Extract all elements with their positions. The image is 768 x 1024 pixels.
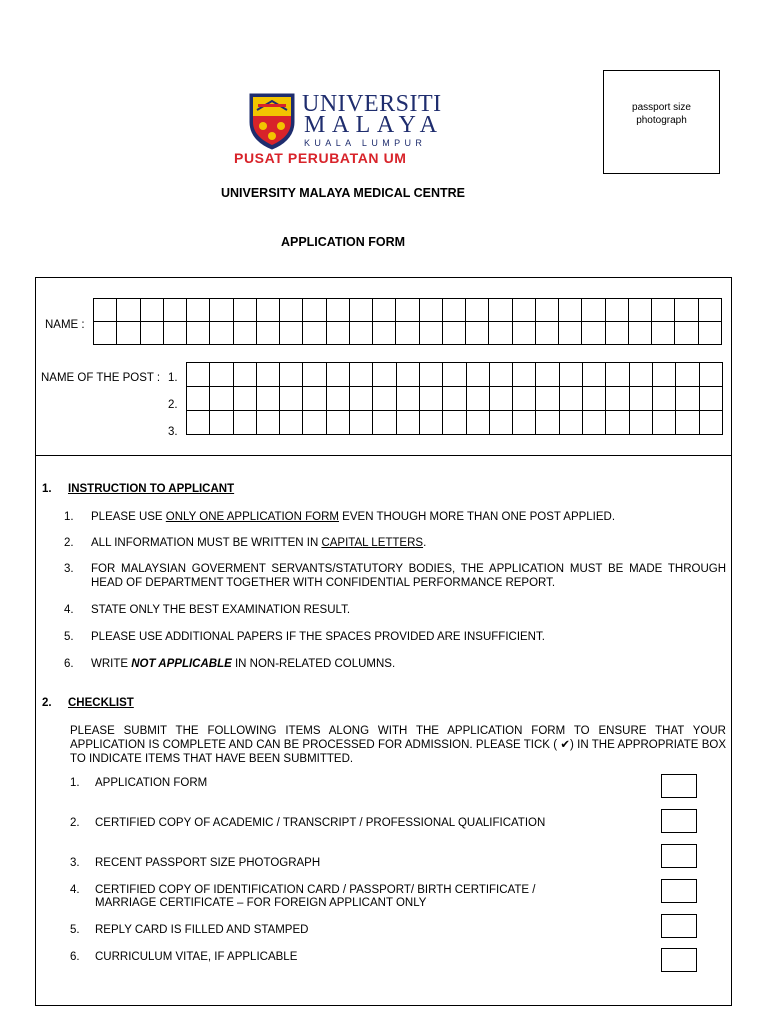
instruction-emphasis-text: NOT APPLICABLE	[131, 658, 232, 670]
letter-cell[interactable]	[466, 322, 489, 345]
checklist-intro: PLEASE SUBMIT THE FOLLOWING ITEMS ALONG WITH THE APPLICATION FORM TO ENSURE THAT YOUR APPLICATION IS COMPLETE AND CAN BE PROCESSED FOR ADMISSION. PLEASE TICK ( ✔) IN THE APPROPRIATE BOX TO INDICATE ITEMS THAT HAVE BEEN SUBMITTED.	[70, 725, 726, 765]
letter-cell[interactable]	[257, 363, 280, 387]
checklist-item	[70, 817, 590, 830]
letter-cell[interactable]	[560, 411, 583, 435]
passport-photo-box[interactable]	[603, 70, 720, 174]
checklist-item	[70, 777, 590, 790]
instruction-number: 3.	[64, 563, 74, 575]
checklist-number: 6.	[70, 951, 80, 963]
letter-cell[interactable]	[234, 387, 257, 411]
letter-cell[interactable]	[560, 363, 583, 387]
letter-cell[interactable]	[513, 363, 536, 387]
letter-cell[interactable]	[350, 322, 373, 345]
letter-cell[interactable]	[303, 411, 326, 435]
letter-cell[interactable]	[280, 322, 303, 345]
letter-cell[interactable]	[187, 363, 210, 387]
letter-cell[interactable]	[303, 363, 326, 387]
letter-cell[interactable]	[630, 363, 653, 387]
letter-cell[interactable]	[420, 387, 443, 411]
letter-cell[interactable]	[234, 322, 257, 345]
letter-cell[interactable]	[350, 363, 373, 387]
checklist-number: 2.	[70, 817, 80, 829]
instruction-number: 5.	[64, 631, 74, 643]
letter-cell[interactable]	[280, 363, 303, 387]
letter-cell[interactable]	[443, 299, 466, 322]
letter-cell[interactable]	[699, 322, 722, 345]
letter-cell[interactable]	[606, 363, 629, 387]
photo-box-line2: photograph	[636, 115, 687, 126]
post-number-3: 3.	[168, 426, 178, 438]
letter-cell[interactable]	[187, 387, 210, 411]
post-entry-grid[interactable]	[186, 362, 723, 435]
letter-cell[interactable]	[303, 322, 326, 345]
letter-cell[interactable]	[652, 299, 675, 322]
letter-cell[interactable]	[653, 363, 676, 387]
checklist-text: APPLICATION FORM	[95, 777, 208, 789]
name-entry-grid[interactable]	[93, 298, 722, 345]
letter-cell[interactable]	[280, 411, 303, 435]
letter-cell[interactable]	[560, 387, 583, 411]
letter-cell[interactable]	[443, 322, 466, 345]
instruction-text: WRITE	[91, 658, 132, 670]
letter-cell[interactable]	[559, 322, 582, 345]
letter-cell[interactable]	[420, 322, 443, 345]
letter-cell[interactable]	[94, 299, 117, 322]
checklist-tickbox-5[interactable]	[661, 914, 697, 938]
logo-city-text: KUALA LUMPUR	[304, 138, 427, 148]
letter-cell[interactable]	[257, 411, 280, 435]
letter-cell[interactable]	[582, 299, 605, 322]
letter-cell[interactable]	[234, 411, 257, 435]
section-number: 1.	[42, 483, 52, 495]
instruction-text: EVEN THOUGH MORE THAN ONE POST APPLIED.	[338, 511, 616, 523]
checklist-text: CURRICULUM VITAE, IF APPLICABLE	[95, 951, 298, 963]
checklist-number: 4.	[70, 884, 80, 896]
letter-cell[interactable]	[536, 363, 559, 387]
letter-cell[interactable]	[582, 322, 605, 345]
letter-cell[interactable]	[490, 363, 513, 387]
letter-cell[interactable]	[164, 299, 187, 322]
instruction-item	[64, 536, 726, 550]
letter-cell[interactable]	[141, 299, 164, 322]
checklist-item	[70, 924, 590, 937]
letter-cell[interactable]	[606, 387, 629, 411]
letter-cell[interactable]	[396, 322, 419, 345]
letter-cell[interactable]	[234, 299, 257, 322]
letter-cell[interactable]	[443, 411, 466, 435]
letter-cell[interactable]	[257, 322, 280, 345]
instruction-underlined-text: ONLY ONE APPLICATION FORM	[165, 511, 339, 523]
checklist-tickbox-6[interactable]	[661, 948, 697, 972]
letter-cell[interactable]	[164, 322, 187, 345]
instruction-text: PLEASE USE	[91, 511, 166, 523]
checklist-number: 3.	[70, 857, 80, 869]
letter-cell[interactable]	[210, 363, 233, 387]
letter-cell[interactable]	[629, 299, 652, 322]
instruction-item	[64, 510, 726, 524]
letter-cell[interactable]	[187, 322, 210, 345]
letter-cell[interactable]	[257, 299, 280, 322]
letter-cell[interactable]	[675, 299, 698, 322]
letter-cell[interactable]	[257, 387, 280, 411]
letter-cell[interactable]	[536, 299, 559, 322]
letter-cell[interactable]	[373, 299, 396, 322]
letter-cell[interactable]	[373, 322, 396, 345]
application-form-frame	[35, 277, 732, 1006]
letter-cell[interactable]	[327, 387, 350, 411]
letter-cell[interactable]	[653, 411, 676, 435]
checklist-text: CERTIFIED COPY OF IDENTIFICATION CARD / PASSPORT/ BIRTH CERTIFICATE /	[95, 884, 536, 896]
letter-cell[interactable]	[373, 363, 396, 387]
letter-cell[interactable]	[117, 322, 140, 345]
checklist-number: 1.	[70, 777, 80, 789]
letter-cell[interactable]	[583, 387, 606, 411]
letter-cell[interactable]	[467, 411, 490, 435]
letter-cell[interactable]	[536, 322, 559, 345]
instruction-number: 1.	[64, 511, 74, 523]
checklist-tickbox-1[interactable]	[661, 774, 697, 798]
letter-cell[interactable]	[280, 387, 303, 411]
letter-cell[interactable]	[94, 322, 117, 345]
section-instructions-title	[42, 483, 234, 495]
instruction-number: 6.	[64, 658, 74, 670]
checklist-number: 5.	[70, 924, 80, 936]
post-number-2: 2.	[168, 399, 178, 411]
letter-cell[interactable]	[397, 411, 420, 435]
letter-cell[interactable]	[630, 411, 653, 435]
letter-cell[interactable]	[210, 299, 233, 322]
letter-cell[interactable]	[303, 299, 326, 322]
instruction-text: ALL INFORMATION MUST BE WRITTEN IN	[91, 537, 322, 549]
letter-cell[interactable]	[443, 387, 466, 411]
instruction-text: STATE ONLY THE BEST EXAMINATION RESULT.	[91, 604, 351, 616]
letter-cell[interactable]	[700, 387, 723, 411]
letter-cell[interactable]	[606, 322, 629, 345]
instruction-underlined-text: CAPITAL LETTERS	[321, 537, 424, 549]
instruction-number: 2.	[64, 537, 74, 549]
checklist-text: RECENT PASSPORT SIZE PHOTOGRAPH	[95, 857, 321, 869]
section-title-text: INSTRUCTION TO APPLICANT	[68, 483, 235, 495]
letter-cell[interactable]	[700, 411, 723, 435]
letter-cell[interactable]	[489, 299, 512, 322]
letter-cell[interactable]	[676, 411, 699, 435]
letter-cell[interactable]	[630, 387, 653, 411]
letter-cell[interactable]	[396, 299, 419, 322]
letter-cell[interactable]	[303, 387, 326, 411]
letter-cell[interactable]	[606, 299, 629, 322]
instruction-item	[64, 630, 726, 644]
letter-cell[interactable]	[513, 411, 536, 435]
letter-cell[interactable]	[327, 363, 350, 387]
checklist-item	[70, 857, 590, 870]
letter-cell[interactable]	[490, 387, 513, 411]
section-title-text: CHECKLIST	[68, 697, 134, 709]
name-label: NAME :	[45, 319, 85, 331]
letter-cell[interactable]	[210, 411, 233, 435]
letter-cell[interactable]	[513, 322, 536, 345]
instruction-number: 4.	[64, 604, 74, 616]
section-divider	[36, 455, 731, 456]
instruction-text: IN NON-RELATED COLUMNS.	[231, 658, 396, 670]
letter-cell[interactable]	[467, 363, 490, 387]
instruction-text: .	[423, 537, 427, 549]
letter-cell[interactable]	[327, 411, 350, 435]
logo-malaya-text: MALAYA	[304, 112, 444, 138]
letter-cell[interactable]	[210, 387, 233, 411]
letter-cell[interactable]	[536, 387, 559, 411]
letter-cell[interactable]	[350, 299, 373, 322]
letter-cell[interactable]	[536, 411, 559, 435]
checklist-tickbox-4[interactable]	[661, 879, 697, 903]
letter-cell[interactable]	[629, 322, 652, 345]
letter-cell[interactable]	[210, 322, 233, 345]
checklist-text: MARRIAGE CERTIFICATE – FOR FOREIGN APPLICANT ONLY	[95, 897, 427, 909]
logo-university-text: UNIVERSITI	[302, 91, 442, 117]
instruction-item	[64, 603, 726, 617]
letter-cell[interactable]	[676, 387, 699, 411]
letter-cell[interactable]	[583, 411, 606, 435]
letter-cell[interactable]	[420, 363, 443, 387]
letter-cell[interactable]	[606, 411, 629, 435]
post-label: NAME OF THE POST :	[41, 372, 161, 384]
letter-cell[interactable]	[327, 322, 350, 345]
letter-cell[interactable]	[420, 411, 443, 435]
letter-cell[interactable]	[397, 363, 420, 387]
letter-cell[interactable]	[397, 387, 420, 411]
section-number: 2.	[42, 697, 52, 709]
instruction-text: PLEASE USE ADDITIONAL PAPERS IF THE SPACES PROVIDED ARE INSUFFICIENT.	[91, 631, 545, 643]
letter-cell[interactable]	[513, 387, 536, 411]
letter-cell[interactable]	[141, 322, 164, 345]
logo-subtitle: PUSAT PERUBATAN UM	[234, 150, 407, 166]
letter-cell[interactable]	[117, 299, 140, 322]
letter-cell[interactable]	[489, 322, 512, 345]
letter-cell[interactable]	[350, 387, 373, 411]
letter-cell[interactable]	[652, 322, 675, 345]
letter-cell[interactable]	[187, 299, 210, 322]
letter-cell[interactable]	[373, 411, 396, 435]
checklist-tickbox-3[interactable]	[661, 844, 697, 868]
instruction-item	[64, 562, 726, 590]
form-title: APPLICATION FORM	[280, 235, 406, 249]
letter-cell[interactable]	[513, 299, 536, 322]
post-number-1: 1.	[168, 372, 178, 384]
section-checklist-title	[42, 697, 134, 709]
letter-cell[interactable]	[187, 411, 210, 435]
letter-cell[interactable]	[373, 387, 396, 411]
letter-cell[interactable]	[653, 387, 676, 411]
letter-cell[interactable]	[466, 299, 489, 322]
checklist-tickbox-2[interactable]	[661, 809, 697, 833]
checklist-item	[70, 951, 590, 964]
letter-cell[interactable]	[420, 299, 443, 322]
checklist-text: REPLY CARD IS FILLED AND STAMPED	[95, 924, 309, 936]
letter-cell[interactable]	[443, 363, 466, 387]
letter-cell[interactable]	[490, 411, 513, 435]
letter-cell[interactable]	[583, 363, 606, 387]
letter-cell[interactable]	[699, 299, 722, 322]
university-logo	[234, 91, 448, 170]
letter-cell[interactable]	[700, 363, 723, 387]
photo-box-line1: passport size	[632, 102, 691, 113]
letter-cell[interactable]	[675, 322, 698, 345]
checklist-text: CERTIFIED COPY OF ACADEMIC / TRANSCRIPT / PROFESSIONAL QUALIFICATION	[95, 817, 546, 829]
letter-cell[interactable]	[559, 299, 582, 322]
instruction-text: FOR MALAYSIAN GOVERMENT SERVANTS/STATUTORY BODIES, THE APPLICATION MUST BE MADE THROUGH HEAD OF DEPARTMENT TOGETHER WITH CONFIDENTIAL PERFORMANCE REPORT.	[91, 563, 726, 589]
letter-cell[interactable]	[467, 387, 490, 411]
letter-cell[interactable]	[676, 363, 699, 387]
letter-cell[interactable]	[234, 363, 257, 387]
page-heading: UNIVERSITY MALAYA MEDICAL CENTRE	[220, 186, 466, 200]
letter-cell[interactable]	[280, 299, 303, 322]
university-crest-icon	[248, 92, 296, 150]
letter-cell[interactable]	[350, 411, 373, 435]
letter-cell[interactable]	[327, 299, 350, 322]
instruction-item	[64, 657, 726, 671]
checklist-item	[70, 884, 590, 910]
